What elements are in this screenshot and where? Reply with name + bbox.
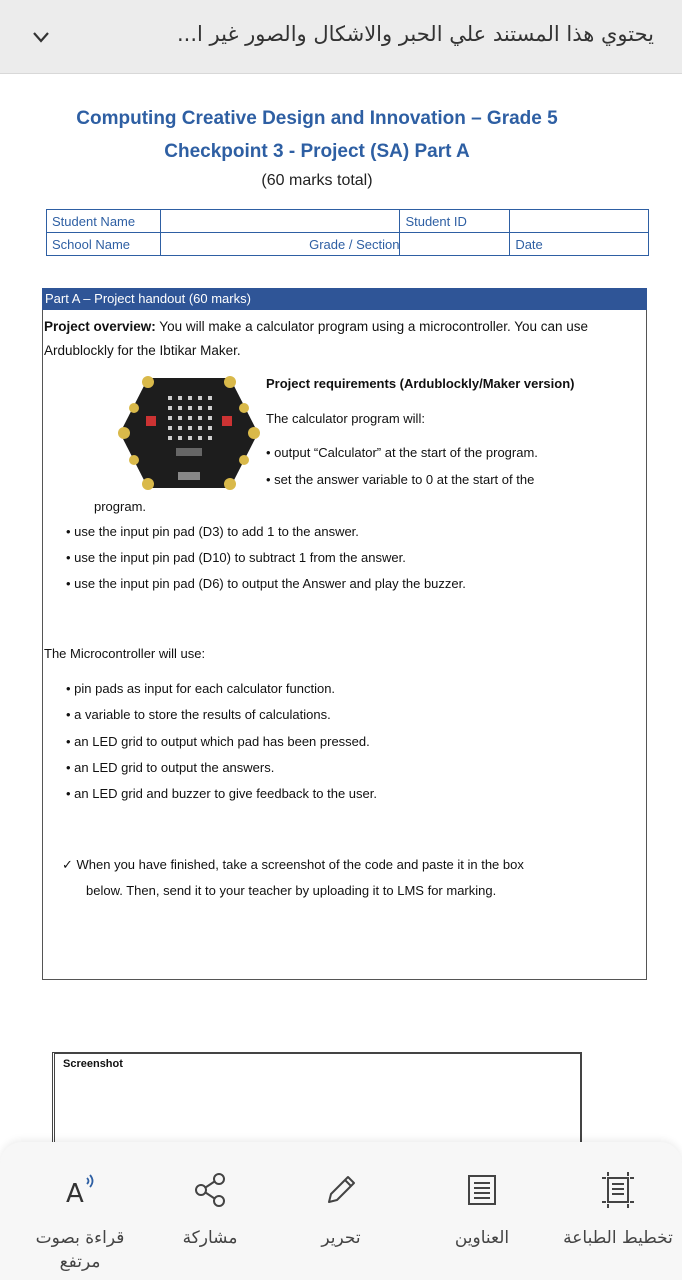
microcontroller-item: • an LED grid and buzzer to give feedback to the user. [66, 786, 377, 801]
chevron-down-icon[interactable] [30, 26, 52, 48]
ink-notice-banner[interactable] [0, 0, 682, 74]
document-page [0, 74, 682, 1144]
microcontroller-item: • pin pads as input for each calculator function. [66, 681, 336, 696]
marks-total: (60 marks total) [261, 172, 373, 189]
microcontroller-item: • an LED grid to output the answers. [66, 760, 275, 775]
finish-line-1: ✓ When you have finished, take a screenshot of the code and paste it in the box [62, 857, 524, 872]
read-aloud-button[interactable] [20, 1168, 140, 1274]
document-subtitle-checkpoint: Checkpoint 3 - Project (SA) Part A [164, 141, 470, 162]
date-label: Date [510, 233, 649, 256]
edit-label: تحرير [321, 1228, 361, 1248]
microcontroller-board-image [118, 374, 260, 492]
read-aloud-icon [58, 1168, 102, 1212]
overview-text: You will make a calculator program using a microcontroller. You can use Ardublockly for the Ibtikar Maker. [44, 319, 589, 358]
requirement-item: • set the answer variable to 0 at the start of the [266, 472, 535, 487]
print-layout-button[interactable] [558, 1168, 678, 1250]
school-name-label: School Name [47, 233, 161, 256]
grade-section-cell [400, 233, 510, 256]
student-id-cell [510, 210, 649, 233]
document-title: Computing Creative Design and Innovation – Grade 5 [76, 108, 558, 129]
requirements-title: Project requirements (Ardublockly/Maker version) [266, 376, 575, 391]
student-info-table [46, 209, 649, 256]
screenshot-box [52, 1052, 582, 1152]
print-layout-label: تخطيط الطباعة [563, 1228, 673, 1248]
finish-line-2: below. Then, send it to your teacher by uploading it to LMS for marking. [86, 883, 497, 898]
microcontroller-title: The Microcontroller will use: [44, 646, 206, 661]
banner-text: يحتوي هذا المستند علي الحبر والاشكال والصور غير ا... [176, 22, 654, 46]
student-name-label: Student Name [47, 210, 161, 233]
screenshot-label: Screenshot [63, 1058, 123, 1070]
bottom-action-bar [0, 1142, 682, 1280]
share-label: مشاركة [182, 1228, 238, 1248]
part-a-header: Part A – Project handout (60 marks) [42, 288, 647, 310]
requirements-intro: The calculator program will: [266, 411, 425, 426]
headings-label: العناوين [454, 1228, 510, 1248]
requirement-item: • use the input pin pad (D3) to add 1 to the answer. [66, 524, 359, 539]
student-id-label: Student ID [400, 210, 510, 233]
requirement-item: • output “Calculator” at the start of the program. [266, 445, 538, 460]
share-button[interactable] [150, 1168, 270, 1250]
grade-section-label: Grade / Section [160, 233, 400, 256]
headings-button[interactable] [422, 1168, 542, 1250]
microcontroller-item: • an LED grid to output which pad has been pressed. [66, 734, 370, 749]
headings-icon [460, 1168, 504, 1212]
edit-button[interactable] [281, 1168, 401, 1250]
edit-pencil-icon [319, 1168, 363, 1212]
requirement-item: • use the input pin pad (D6) to output the Answer and play the buzzer. [66, 576, 466, 591]
finish-instructions [62, 852, 622, 904]
student-name-cell [160, 210, 400, 233]
svg-text:A: A [66, 1179, 84, 1209]
share-icon [188, 1168, 232, 1212]
project-overview [44, 315, 644, 363]
requirement-item: • use the input pin pad (D10) to subtract 1 from the answer. [66, 550, 406, 565]
requirement-item-continued: program. [94, 499, 147, 514]
microcontroller-item: • a variable to store the results of calculations. [66, 707, 331, 722]
overview-label: Project overview: [44, 319, 156, 334]
read-aloud-label: قراءة بصوت مرتفع [35, 1228, 125, 1272]
print-layout-icon [596, 1168, 640, 1212]
